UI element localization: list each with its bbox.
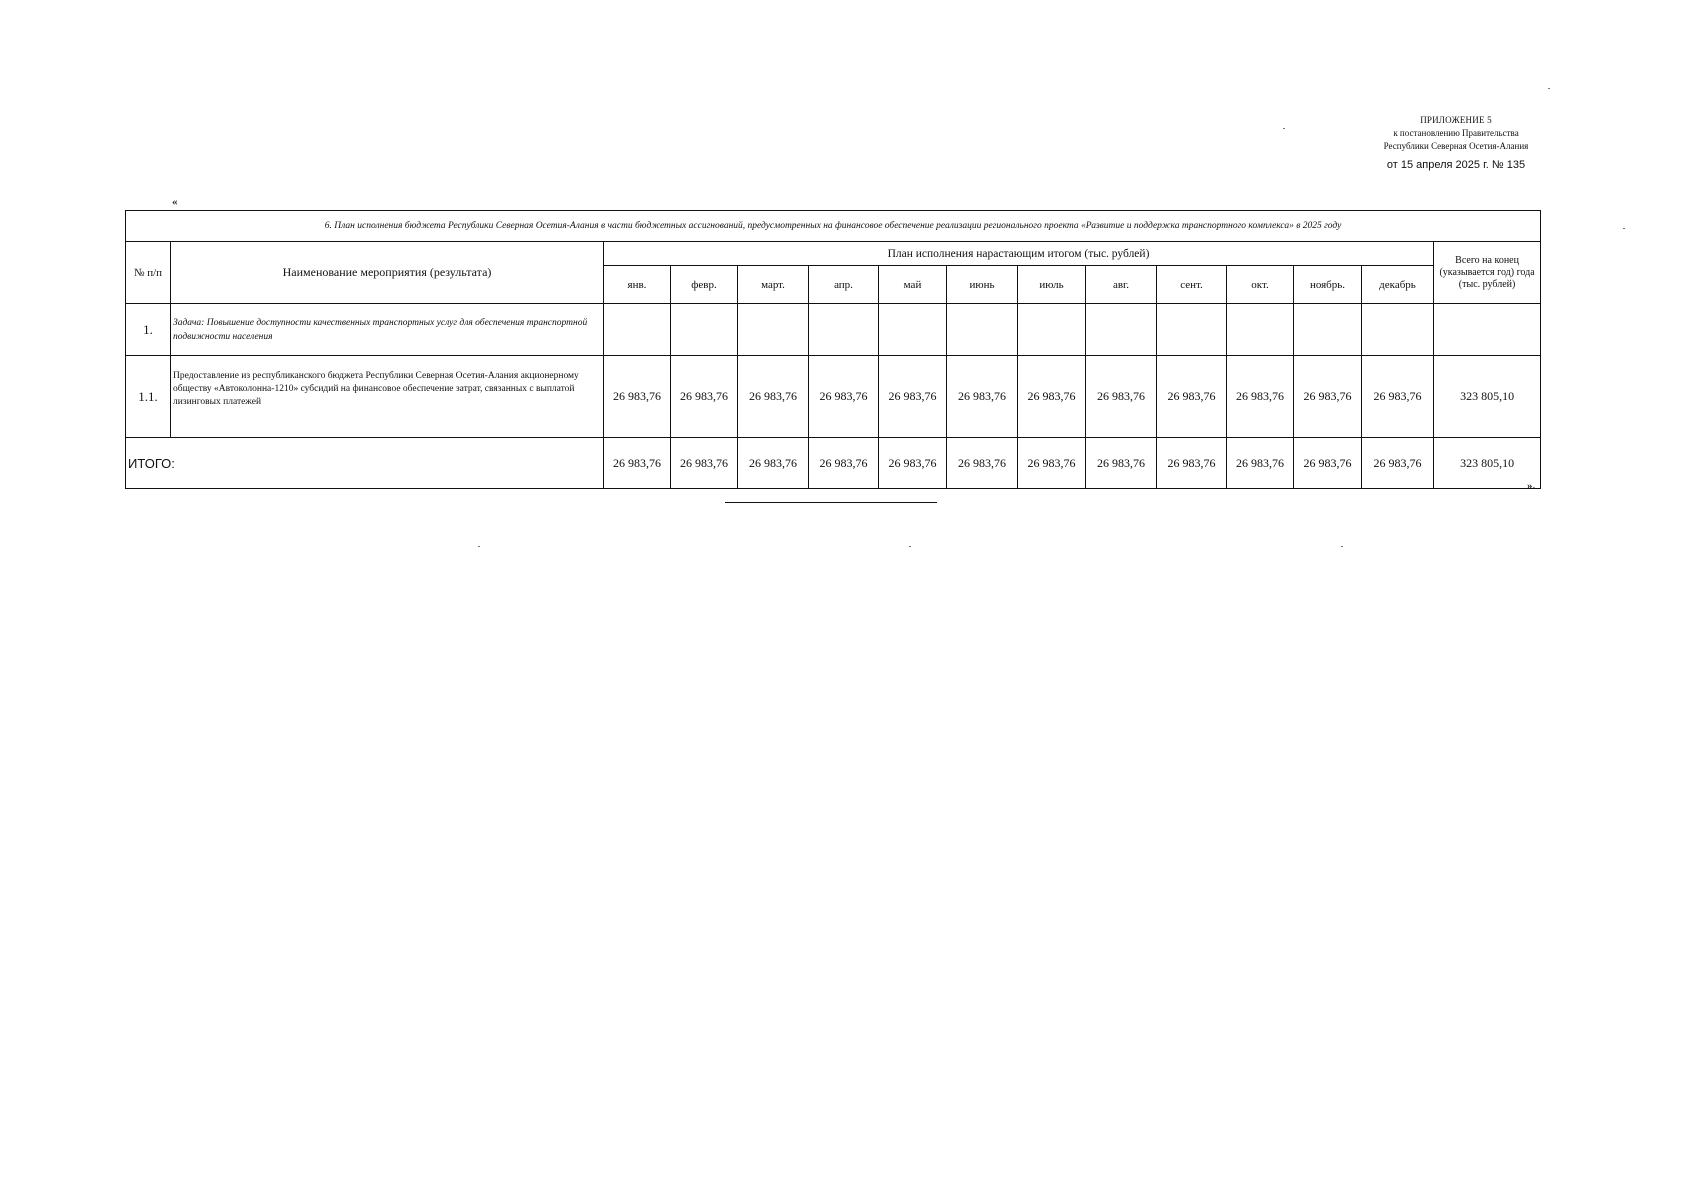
- total-month-value: 26 983,76: [809, 438, 879, 489]
- total-month-value: 26 983,76: [604, 438, 671, 489]
- month-value: 26 983,76: [1227, 356, 1294, 438]
- total-month-value: 26 983,76: [879, 438, 947, 489]
- month-value: 26 983,76: [738, 356, 809, 438]
- total-month-value: 26 983,76: [1362, 438, 1434, 489]
- total-month-value: 26 983,76: [947, 438, 1018, 489]
- month-header: апр.: [809, 266, 879, 304]
- month-header: декабрь: [1362, 266, 1434, 304]
- month-header: март.: [738, 266, 809, 304]
- table-title: 6. План исполнения бюджета Республики Северная Осетия-Алания в части бюджетных ассигнований, предусмотренных на финансовое обеспечение реализации регионального проекта «Развитие и поддержка транспортного комплекса» в 2025 году: [126, 211, 1541, 242]
- scan-speck: [1283, 128, 1285, 129]
- total-month-value: 26 983,76: [1227, 438, 1294, 489]
- month-value: 26 983,76: [1294, 356, 1362, 438]
- month-header: авг.: [1086, 266, 1157, 304]
- budget-plan-table: [125, 210, 1541, 489]
- empty-cell: [947, 304, 1018, 356]
- month-value: 26 983,76: [879, 356, 947, 438]
- appendix-header: [1320, 114, 1592, 172]
- total-label: ИТОГО:: [126, 438, 604, 489]
- column-header-total: Всего на конец (указывается год) года (тыс. рублей): [1434, 242, 1541, 304]
- month-header: февр.: [671, 266, 738, 304]
- total-row: [126, 438, 1541, 489]
- empty-cell: [1157, 304, 1227, 356]
- month-header: июль: [1018, 266, 1086, 304]
- month-header: июнь: [947, 266, 1018, 304]
- empty-cell: [809, 304, 879, 356]
- month-value: 26 983,76: [671, 356, 738, 438]
- empty-cell: [1294, 304, 1362, 356]
- appendix-resolution: к постановлению Правительства: [1393, 128, 1519, 138]
- grand-total-value: 323 805,10: [1434, 438, 1541, 489]
- month-value: 26 983,76: [809, 356, 879, 438]
- empty-cell: [1227, 304, 1294, 356]
- scan-speck: [1623, 228, 1625, 229]
- empty-cell: [604, 304, 671, 356]
- total-month-value: 26 983,76: [1018, 438, 1086, 489]
- month-value: 26 983,76: [604, 356, 671, 438]
- opening-quote: «: [172, 196, 178, 208]
- task-row: [126, 304, 1541, 356]
- task-description: Задача: Повышение доступности качественных транспортных услуг для обеспечения транспортной подвижности населения: [171, 304, 604, 356]
- scan-speck: [1341, 546, 1343, 547]
- total-month-value: 26 983,76: [738, 438, 809, 489]
- empty-cell: [1086, 304, 1157, 356]
- scan-speck: [909, 546, 911, 547]
- empty-cell: [671, 304, 738, 356]
- month-header: янв.: [604, 266, 671, 304]
- month-header: сент.: [1157, 266, 1227, 304]
- row-number: 1.1.: [126, 356, 171, 438]
- appendix-title: ПРИЛОЖЕНИЕ 5: [1420, 115, 1492, 125]
- empty-cell: [879, 304, 947, 356]
- total-month-value: 26 983,76: [671, 438, 738, 489]
- month-value: 26 983,76: [1086, 356, 1157, 438]
- scan-speck: [1548, 88, 1550, 89]
- appendix-date: от 15 апреля 2025 г. № 135: [1386, 159, 1526, 171]
- month-header: май: [879, 266, 947, 304]
- year-total-value: 323 805,10: [1434, 356, 1541, 438]
- month-header: окт.: [1227, 266, 1294, 304]
- column-header-number: № п/п: [126, 242, 171, 304]
- total-month-value: 26 983,76: [1294, 438, 1362, 489]
- closing-rule: [725, 502, 937, 503]
- empty-cell: [1434, 304, 1541, 356]
- column-header-name: Наименование мероприятия (результата): [171, 242, 604, 304]
- closing-quote: ».: [1527, 480, 1536, 492]
- column-header-plan: План исполнения нарастающим итогом (тыс. рублей): [604, 242, 1434, 266]
- total-month-value: 26 983,76: [1157, 438, 1227, 489]
- appendix-republic: Республики Северная Осетия-Алания: [1383, 141, 1529, 151]
- empty-cell: [738, 304, 809, 356]
- month-value: 26 983,76: [947, 356, 1018, 438]
- month-value: 26 983,76: [1157, 356, 1227, 438]
- total-month-value: 26 983,76: [1086, 438, 1157, 489]
- empty-cell: [1362, 304, 1434, 356]
- month-header: ноябрь.: [1294, 266, 1362, 304]
- month-value: 26 983,76: [1362, 356, 1434, 438]
- scan-speck: [478, 546, 480, 547]
- month-value: 26 983,76: [1018, 356, 1086, 438]
- empty-cell: [1018, 304, 1086, 356]
- row-number: 1.: [126, 304, 171, 356]
- item-description: Предоставление из республиканского бюджета Республики Северная Осетия-Алания акционерному обществу «Автоколонна-1210» субсидий на финансовое обеспечение затрат, связанных с выплатой лизинговых платежей: [171, 356, 604, 438]
- item-row: [126, 356, 1541, 438]
